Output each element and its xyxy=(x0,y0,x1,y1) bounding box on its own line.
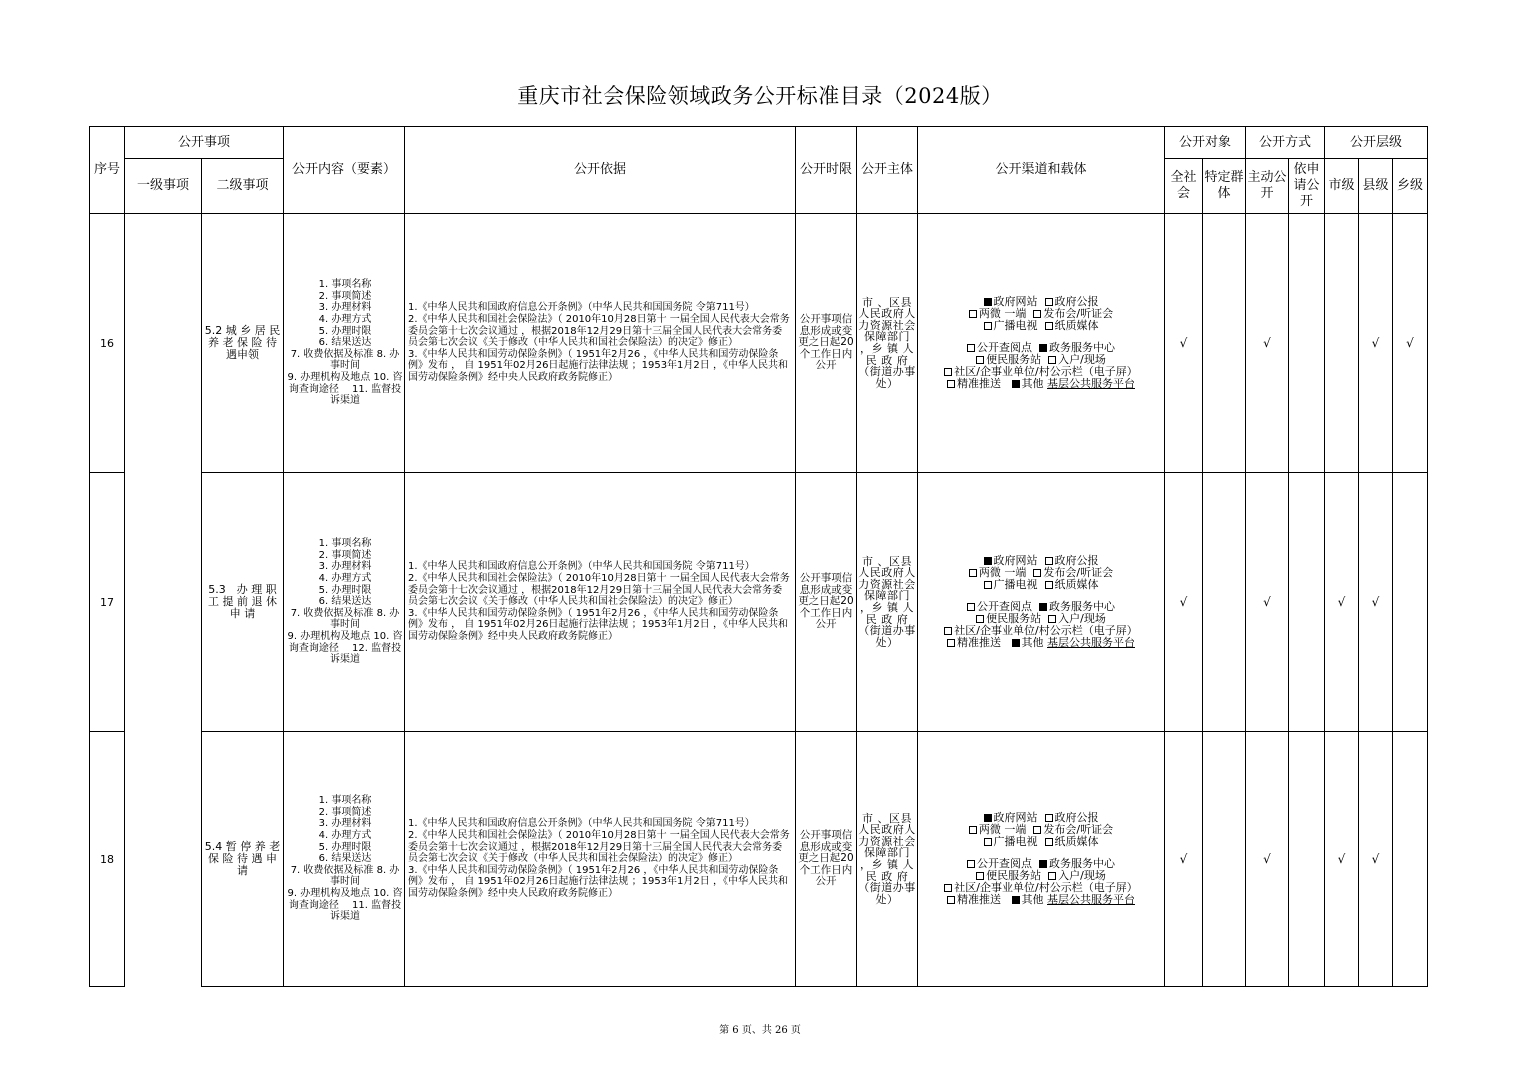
checkbox-empty-icon xyxy=(976,356,984,364)
checkbox-empty-icon xyxy=(1033,826,1041,834)
checkbox-empty-icon xyxy=(1045,581,1053,589)
header-method-apply: 依申请公开 xyxy=(1289,159,1325,214)
checkbox-empty-icon xyxy=(967,603,975,611)
content-elements: 1. 事项名称 2. 事项简述 3. 办理材料 4. 办理方式 5. 办理时限 6. 结果送达 7. 收费依据及标准 8. 办事时间 9. 办理机构及地点 10. 咨询查询途径 11. 监督投诉渠道 xyxy=(284,214,405,473)
check-apply xyxy=(1289,473,1325,732)
level2-item: 5.2 城 乡 居 民 养 老 保 险 待 遇申领 xyxy=(202,214,284,473)
checkbox-empty-icon xyxy=(984,322,992,330)
checkbox-empty-icon xyxy=(1045,322,1053,330)
header-public-item: 公开事项 xyxy=(125,127,284,159)
header-level1: 一级事项 xyxy=(125,159,202,214)
content-elements: 1. 事项名称 2. 事项简述 3. 办理材料 4. 办理方式 5. 办理时限 6. 结果送达 7. 收费依据及标准 8. 办事时间 9. 办理机构及地点 10. 咨询查询途径 11. 监督投诉渠道 xyxy=(284,732,405,987)
header-target-all: 全社会 xyxy=(1165,159,1203,214)
channels-list: 政府网站 政府公报 两微 一端 发布会/听证会 广播电视 纸质媒体 公开查阅点 政务服务中心 便民服务站 入户/现场 社区/企事业单位/村公示栏（电子屏） 精准推送 其他 基层公共服务平台 xyxy=(918,214,1165,473)
check-apply xyxy=(1289,732,1325,987)
check-all: √ xyxy=(1165,473,1203,732)
row-seq: 18 xyxy=(90,732,125,987)
basis-text: 1.《中华人民共和国政府信息公开条例》（中华人民共和国国务院 令第711号） 2.《中华人民共和国社会保险法》（ 2010年10月28日第十 一届全国人民代表大会常务委员会第十七次会议通过 ，根据2018年12月29日第十三届全国人民代表大会常务委员会第七次会议《关于修改（中华人民共和国社会保险法）的决定》修正） 3.《中华人民共和国劳动保险条例》（ 1951年2月26 ，《中华人民共和国劳动保险条例》发布 ， 自 1951年02月26日起施行法律法规 ；1953年1月2日 ，《中华人民共和国劳动保险条例》经中央人民政府政务院修正） xyxy=(405,214,796,473)
checkbox-checked-icon xyxy=(1039,603,1047,611)
row-seq: 16 xyxy=(90,214,125,473)
check-specific xyxy=(1203,732,1246,987)
content-elements: 1. 事项名称 2. 事项简述 3. 办理材料 4. 办理方式 5. 办理时限 6. 结果送达 7. 收费依据及标准 8. 办事时间 9. 办理机构及地点 10. 咨询查询途径 12. 监督投诉渠道 xyxy=(284,473,405,732)
checkbox-empty-icon xyxy=(976,872,984,880)
checkbox-checked-icon xyxy=(1012,380,1020,388)
check-county: √ xyxy=(1359,214,1393,473)
level1-cell xyxy=(125,214,202,987)
check-specific xyxy=(1203,473,1246,732)
check-town xyxy=(1393,473,1428,732)
checkbox-empty-icon xyxy=(969,826,977,834)
check-active: √ xyxy=(1246,473,1289,732)
basis-text: 1.《中华人民共和国政府信息公开条例》（中华人民共和国国务院 令第711号） 2.《中华人民共和国社会保险法》（ 2010年10月28日第十 一届全国人民代表大会常务委员会第十七次会议通过 ，根据2018年12月29日第十三届全国人民代表大会常务委员会第七次会议《关于修改（中华人民共和国社会保险法）的决定》修正） 3.《中华人民共和国劳动保险条例》（ 1951年2月26 ，《中华人民共和国劳动保险条例》发布 ， 自 1951年02月26日起施行法律法规 ；1953年1月2日 ，《中华人民共和国劳动保险条例》经中央人民政府政务院修正） xyxy=(405,732,796,987)
subject: 市 、区县人民政府人力资源社会保障部门 ，乡 镇 人 民 政 府（街道办事处） xyxy=(857,214,918,473)
header-tier-city: 市级 xyxy=(1325,159,1359,214)
disclosure-table xyxy=(89,126,1428,987)
check-active: √ xyxy=(1246,214,1289,473)
checkbox-empty-icon xyxy=(967,860,975,868)
checkbox-empty-icon xyxy=(969,310,977,318)
table-row xyxy=(90,732,1428,987)
level2-item: 5.3 办 理 职 工 提 前 退 休 申 请 xyxy=(202,473,284,732)
checkbox-empty-icon xyxy=(984,581,992,589)
header-time-limit: 公开时限 xyxy=(796,127,857,214)
checkbox-checked-icon xyxy=(984,298,992,306)
checkbox-empty-icon xyxy=(1033,310,1041,318)
row-seq: 17 xyxy=(90,473,125,732)
check-all: √ xyxy=(1165,732,1203,987)
header-seq: 序号 xyxy=(90,127,125,214)
checkbox-checked-icon xyxy=(1039,860,1047,868)
channels-list: 政府网站 政府公报 两微 一端 发布会/听证会 广播电视 纸质媒体 公开查阅点 政务服务中心 便民服务站 入户/现场 社区/企事业单位/村公示栏（电子屏） 精准推送 其他 基层公共服务平台 xyxy=(918,732,1165,987)
header-basis: 公开依据 xyxy=(405,127,796,214)
check-town xyxy=(1393,732,1428,987)
checkbox-checked-icon xyxy=(1012,639,1020,647)
check-city: √ xyxy=(1325,732,1359,987)
header-tier: 公开层级 xyxy=(1325,127,1428,159)
time-limit: 公开事项信息形成或变更之日起20个工作日内公开 xyxy=(796,214,857,473)
header-tier-town: 乡级 xyxy=(1393,159,1428,214)
checkbox-empty-icon xyxy=(947,896,955,904)
checkbox-empty-icon xyxy=(1048,615,1056,623)
document-title: 重庆市社会保险领域政务公开标准目录（2024版） xyxy=(517,84,1003,108)
checkbox-empty-icon xyxy=(1045,557,1053,565)
checkbox-checked-icon xyxy=(1012,896,1020,904)
check-all: √ xyxy=(1165,214,1203,473)
check-county: √ xyxy=(1359,473,1393,732)
header-method-active: 主动公开 xyxy=(1246,159,1289,214)
checkbox-empty-icon xyxy=(1048,872,1056,880)
check-active: √ xyxy=(1246,732,1289,987)
header-target: 公开对象 xyxy=(1165,127,1246,159)
time-limit: 公开事项信息形成或变更之日起20个工作日内公开 xyxy=(796,732,857,987)
checkbox-empty-icon xyxy=(947,639,955,647)
level2-item: 5.4 暂 停 养 老 保 险 待 遇 申 请 xyxy=(202,732,284,987)
checkbox-empty-icon xyxy=(944,368,952,376)
table-row xyxy=(90,473,1428,732)
check-town: √ xyxy=(1393,214,1428,473)
checkbox-empty-icon xyxy=(944,884,952,892)
subject: 市 、区县人民政府人力资源社会保障部门 ，乡 镇 人 民 政 府（街道办事处） xyxy=(857,473,918,732)
header-subject: 公开主体 xyxy=(857,127,918,214)
header-channels: 公开渠道和载体 xyxy=(918,127,1165,214)
checkbox-empty-icon xyxy=(1045,838,1053,846)
header-target-specific: 特定群体 xyxy=(1203,159,1246,214)
checkbox-checked-icon xyxy=(1039,344,1047,352)
table-row xyxy=(90,214,1428,473)
channels-list: 政府网站 政府公报 两微 一端 发布会/听证会 广播电视 纸质媒体 公开查阅点 政务服务中心 便民服务站 入户/现场 社区/企事业单位/村公示栏（电子屏） 精准推送 其他 基层公共服务平台 xyxy=(918,473,1165,732)
checkbox-empty-icon xyxy=(1045,814,1053,822)
checkbox-empty-icon xyxy=(976,615,984,623)
checkbox-empty-icon xyxy=(944,627,952,635)
checkbox-empty-icon xyxy=(1048,356,1056,364)
subject: 市 、区县人民政府人力资源社会保障部门 ，乡 镇 人 民 政 府（街道办事处） xyxy=(857,732,918,987)
basis-text: 1.《中华人民共和国政府信息公开条例》（中华人民共和国国务院 令第711号） 2.《中华人民共和国社会保险法》（ 2010年10月28日第十 一届全国人民代表大会常务委员会第十七次会议通过 ，根据2018年12月29日第十三届全国人民代表大会常务委员会第七次会议《关于修改（中华人民共和国社会保险法）的决定》修正） 3.《中华人民共和国劳动保险条例》（ 1951年2月26 ，《中华人民共和国劳动保险条例》发布 ， 自 1951年02月26日起施行法律法规 ；1953年1月2日 ，《中华人民共和国劳动保险条例》经中央人民政府政务院修正） xyxy=(405,473,796,732)
checkbox-empty-icon xyxy=(984,838,992,846)
check-apply xyxy=(1289,214,1325,473)
checkbox-empty-icon xyxy=(1033,569,1041,577)
header-method: 公开方式 xyxy=(1246,127,1325,159)
checkbox-checked-icon xyxy=(984,557,992,565)
page-footer: 第 6 页、共 26 页 xyxy=(719,1025,801,1036)
checkbox-empty-icon xyxy=(969,569,977,577)
checkbox-empty-icon xyxy=(947,380,955,388)
checkbox-empty-icon xyxy=(967,344,975,352)
header-content: 公开内容（要素） xyxy=(284,127,405,214)
check-city: √ xyxy=(1325,473,1359,732)
check-specific xyxy=(1203,214,1246,473)
header-tier-county: 县级 xyxy=(1359,159,1393,214)
time-limit: 公开事项信息形成或变更之日起20个工作日内公开 xyxy=(796,473,857,732)
check-county: √ xyxy=(1359,732,1393,987)
check-city xyxy=(1325,214,1359,473)
checkbox-empty-icon xyxy=(1045,298,1053,306)
header-level2: 二级事项 xyxy=(202,159,284,214)
checkbox-checked-icon xyxy=(984,814,992,822)
